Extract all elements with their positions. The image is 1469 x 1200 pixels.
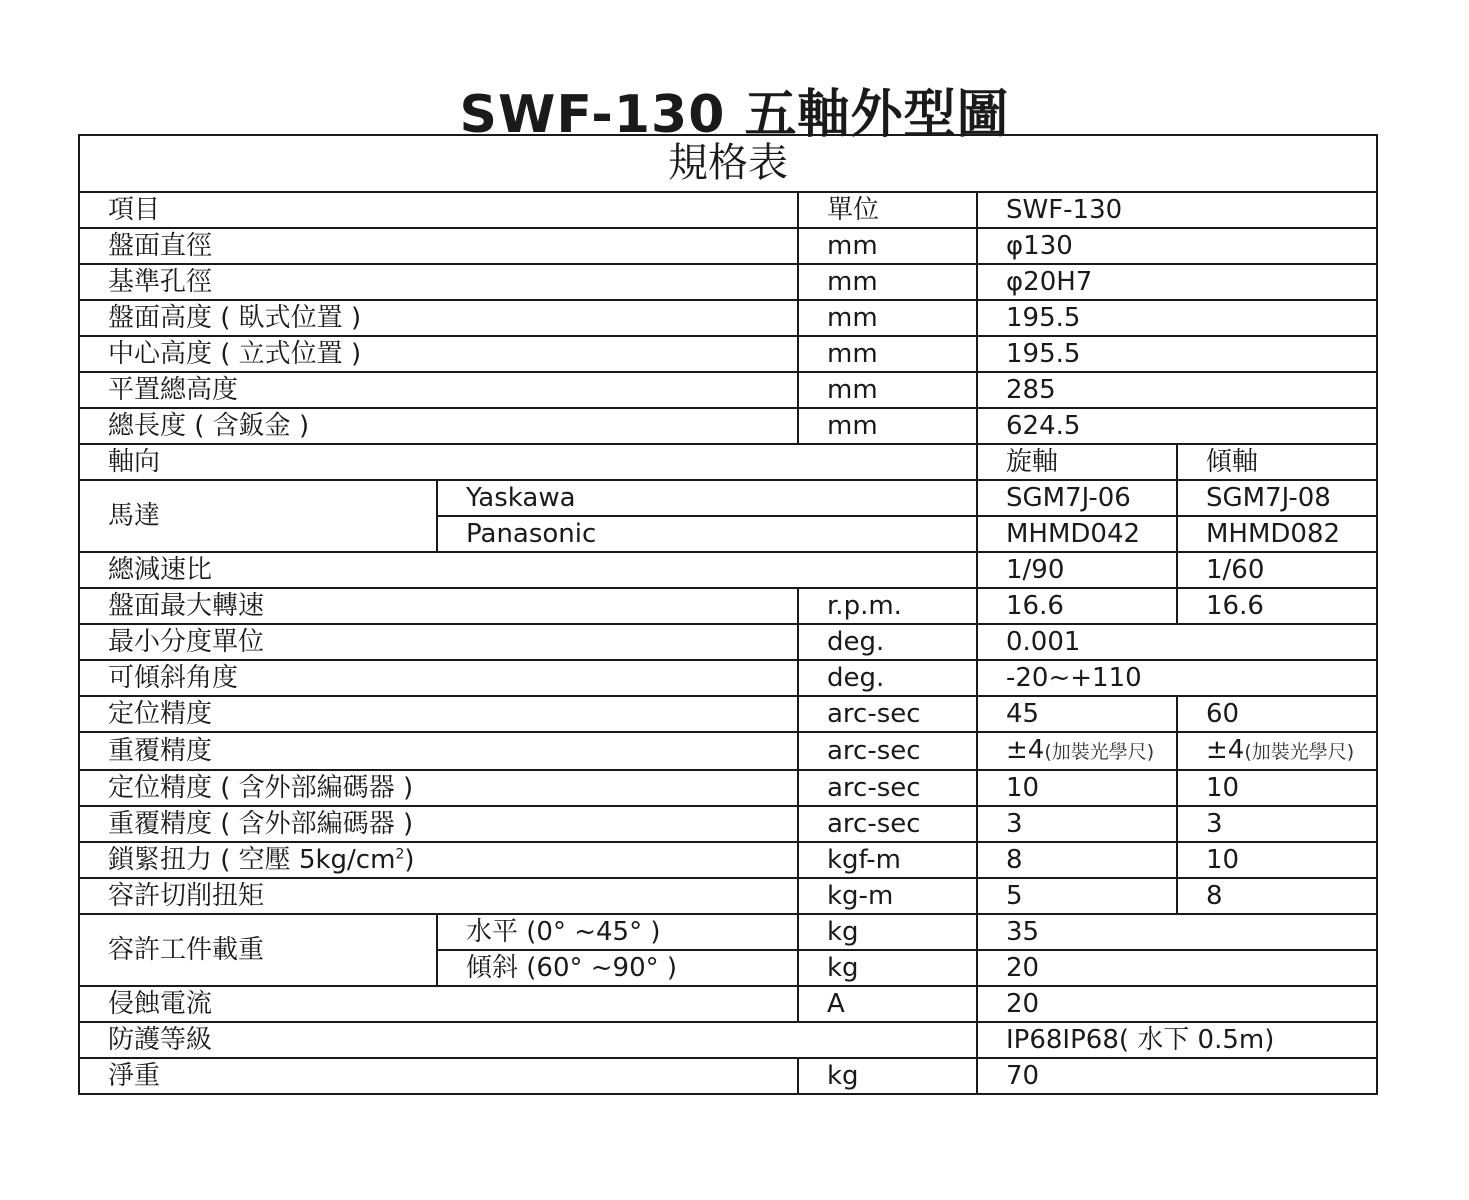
load-sub-label: 傾斜 (60° ~90° ) bbox=[437, 950, 798, 986]
row-value-rot: 45 bbox=[977, 696, 1177, 732]
row-value-rot: 10 bbox=[977, 770, 1177, 806]
table-row bbox=[79, 732, 1377, 770]
row-label: 基準孔徑 bbox=[79, 264, 798, 300]
row-label: 定位精度 ( 含外部編碼器 ) bbox=[79, 770, 798, 806]
row-value: 285 bbox=[977, 372, 1377, 408]
row-value-rot: 5 bbox=[977, 878, 1177, 914]
rep-value: ±4 bbox=[1006, 735, 1045, 765]
row-label: 最小分度單位 bbox=[79, 624, 798, 660]
clamp-sup: 2 bbox=[395, 846, 405, 863]
row-value-rot: 3 bbox=[977, 806, 1177, 842]
table-row bbox=[79, 552, 1377, 588]
table-row bbox=[79, 336, 1377, 372]
row-label: 盤面高度 ( 臥式位置 ) bbox=[79, 300, 798, 336]
row-value-tilt: MHMD082 bbox=[1177, 516, 1377, 552]
row-value: 195.5 bbox=[977, 336, 1377, 372]
row-label: 盤面直徑 bbox=[79, 228, 798, 264]
row-label: 總長度 ( 含鈑金 ) bbox=[79, 408, 798, 444]
row-value: 624.5 bbox=[977, 408, 1377, 444]
table-row bbox=[79, 444, 1377, 480]
header-model: SWF-130 bbox=[977, 192, 1377, 228]
table-row bbox=[79, 372, 1377, 408]
row-label: 容許切削扭矩 bbox=[79, 878, 798, 914]
row-unit: kg bbox=[798, 950, 977, 986]
row-value: IP68IP68( 水下 0.5m) bbox=[977, 1022, 1377, 1058]
spec-table bbox=[78, 134, 1378, 1095]
table-row bbox=[79, 660, 1377, 696]
header-item: 項目 bbox=[79, 192, 798, 228]
rep-value: ±4 bbox=[1206, 735, 1245, 765]
row-value-rot bbox=[977, 732, 1177, 770]
row-value-rot: 16.6 bbox=[977, 588, 1177, 624]
table-row bbox=[79, 878, 1377, 914]
table-row bbox=[79, 135, 1377, 192]
row-value-rot: SGM7J-06 bbox=[977, 480, 1177, 516]
table-row bbox=[79, 696, 1377, 732]
clamp-label-end: ) bbox=[404, 845, 415, 875]
row-value-tilt bbox=[1177, 732, 1377, 770]
row-value: 35 bbox=[977, 914, 1377, 950]
row-value-tilt: 10 bbox=[1177, 770, 1377, 806]
row-unit: kg bbox=[798, 914, 977, 950]
row-unit: mm bbox=[798, 300, 977, 336]
rep-note: (加裝光學尺) bbox=[1244, 741, 1355, 763]
page-title: SWF-130 五軸外型圖 bbox=[459, 85, 1010, 145]
row-label: 軸向 bbox=[79, 444, 977, 480]
row-label: 重覆精度 ( 含外部編碼器 ) bbox=[79, 806, 798, 842]
table-row bbox=[79, 842, 1377, 878]
row-label: 容許工件載重 bbox=[79, 914, 437, 986]
rep-note: (加裝光學尺) bbox=[1044, 741, 1155, 763]
table-row bbox=[79, 806, 1377, 842]
header-unit: 單位 bbox=[798, 192, 977, 228]
table-row bbox=[79, 588, 1377, 624]
row-label: 重覆精度 bbox=[79, 732, 798, 770]
table-row bbox=[79, 228, 1377, 264]
table-row bbox=[79, 1022, 1377, 1058]
row-value: φ130 bbox=[977, 228, 1377, 264]
row-unit: mm bbox=[798, 372, 977, 408]
table-row bbox=[79, 192, 1377, 228]
table-row bbox=[79, 480, 1377, 516]
row-label: 盤面最大轉速 bbox=[79, 588, 798, 624]
row-value: 0.001 bbox=[977, 624, 1377, 660]
table-title: 規格表 bbox=[79, 135, 1377, 192]
load-sub-label: 水平 (0° ~45° ) bbox=[437, 914, 798, 950]
row-unit: A bbox=[798, 986, 977, 1022]
table-row bbox=[79, 1058, 1377, 1094]
row-unit: mm bbox=[798, 408, 977, 444]
row-label: 中心高度 ( 立式位置 ) bbox=[79, 336, 798, 372]
row-value-tilt: 8 bbox=[1177, 878, 1377, 914]
row-value-tilt: 10 bbox=[1177, 842, 1377, 878]
row-label: 可傾斜角度 bbox=[79, 660, 798, 696]
row-unit: kg bbox=[798, 1058, 977, 1094]
row-value-tilt: 3 bbox=[1177, 806, 1377, 842]
row-value: 20 bbox=[977, 950, 1377, 986]
row-unit: mm bbox=[798, 336, 977, 372]
row-unit: r.p.m. bbox=[798, 588, 977, 624]
row-value-tilt: 60 bbox=[1177, 696, 1377, 732]
row-value-rot: 旋軸 bbox=[977, 444, 1177, 480]
table-row bbox=[79, 624, 1377, 660]
row-value-rot: 1/90 bbox=[977, 552, 1177, 588]
row-value: -20~+110 bbox=[977, 660, 1377, 696]
table-row bbox=[79, 770, 1377, 806]
table-row bbox=[79, 408, 1377, 444]
row-unit: arc-sec bbox=[798, 806, 977, 842]
row-unit: kg-m bbox=[798, 878, 977, 914]
row-unit: kgf-m bbox=[798, 842, 977, 878]
table-row bbox=[79, 300, 1377, 336]
row-unit: mm bbox=[798, 264, 977, 300]
clamp-label: 鎖緊扭力 ( 空壓 5kg/cm bbox=[108, 845, 396, 875]
row-label: 淨重 bbox=[79, 1058, 798, 1094]
row-label: 防護等級 bbox=[79, 1022, 977, 1058]
row-label: 平置總高度 bbox=[79, 372, 798, 408]
table-row bbox=[79, 264, 1377, 300]
row-value: 20 bbox=[977, 986, 1377, 1022]
row-value: 195.5 bbox=[977, 300, 1377, 336]
row-label: 馬達 bbox=[79, 480, 437, 552]
row-unit: mm bbox=[798, 228, 977, 264]
row-value: 70 bbox=[977, 1058, 1377, 1094]
table-row bbox=[79, 986, 1377, 1022]
row-unit: arc-sec bbox=[798, 696, 977, 732]
row-value-tilt: 16.6 bbox=[1177, 588, 1377, 624]
row-unit: deg. bbox=[798, 624, 977, 660]
row-value-rot: 8 bbox=[977, 842, 1177, 878]
row-unit: arc-sec bbox=[798, 732, 977, 770]
row-value-rot: MHMD042 bbox=[977, 516, 1177, 552]
row-label: 定位精度 bbox=[79, 696, 798, 732]
row-value-tilt: 傾軸 bbox=[1177, 444, 1377, 480]
row-label: 侵蝕電流 bbox=[79, 986, 798, 1022]
row-label bbox=[79, 842, 798, 878]
row-label: 總減速比 bbox=[79, 552, 977, 588]
row-value-tilt: SGM7J-08 bbox=[1177, 480, 1377, 516]
table-row bbox=[79, 914, 1377, 950]
motor-brand: Yaskawa bbox=[437, 480, 977, 516]
row-value-tilt: 1/60 bbox=[1177, 552, 1377, 588]
row-unit: arc-sec bbox=[798, 770, 977, 806]
row-unit: deg. bbox=[798, 660, 977, 696]
motor-brand: Panasonic bbox=[437, 516, 977, 552]
row-value: φ20H7 bbox=[977, 264, 1377, 300]
